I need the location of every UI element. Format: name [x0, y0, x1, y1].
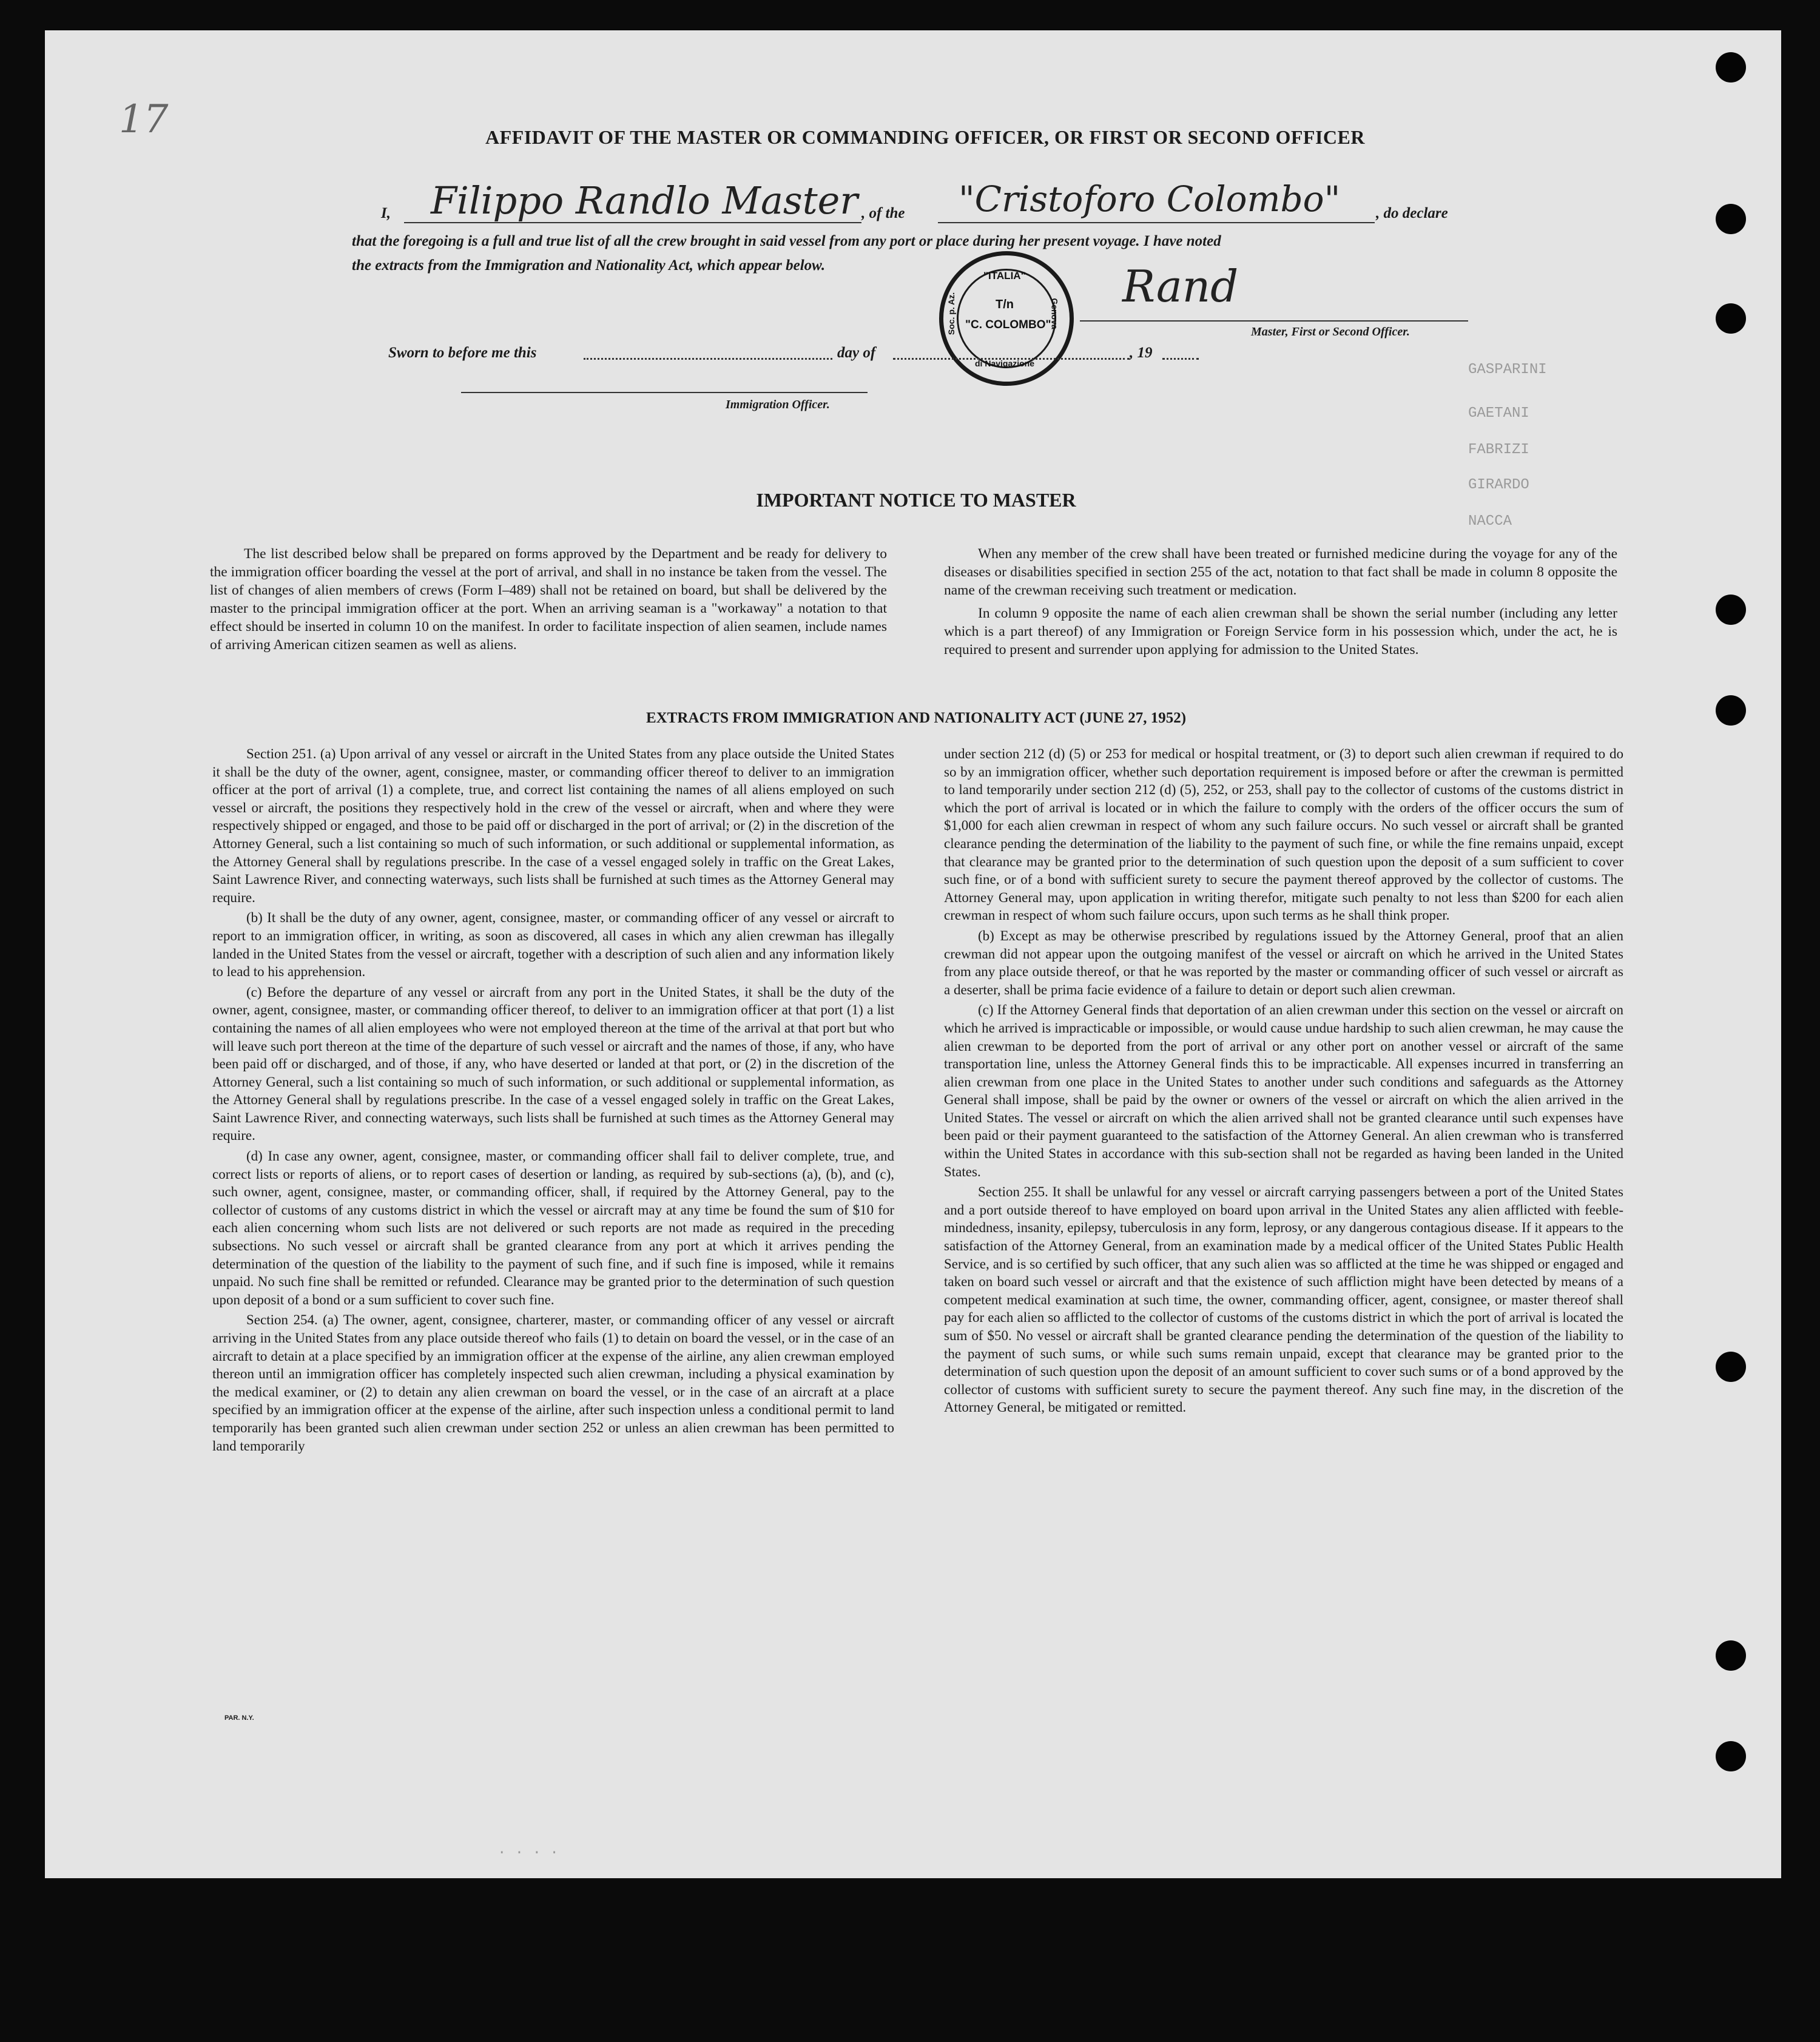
statute-paragraph: (d) In case any owner, agent, consignee, master, or commanding officer shall fail to deliver complete, true, and correct lists or reports of aliens, or to report cases of desertion or landing, as required by sub-sections (a), (b), and (c), such owner, agent, consignee, master, or commanding officer, shall, if required by the Attorney General, pay to the collector of customs of any customs district in which the vessel or aircraft may at any time be found the sum of $10 for each alien concerning whom such lists are not delivered or such reports are not made as required in the preceding subsections. No such vessel or aircraft shall be granted clearance from any port at which it arrives pending the determination of the question of the liability to the payment of such fine, and if such fine is imposed, while it remains unpaid. No such fine shall be remitted or refunded. Clearance may be granted prior to the determination of such question upon deposit of a bond or a sum sufficient to cover such fine.: [212, 1148, 894, 1307]
sworn-month-blank: [893, 358, 1130, 360]
statute-paragraph: under section 212 (d) (5) or 253 for medical or hospital treatment, or (3) to deport such alien crewman if required to do so by an immigration officer, whether such deportation requirement is imposed before or after the crewman is permitted to land temporarily under section 212 (d) (5), 252, or 253, shall pay to the collector of customs of the customs district in which the port of arrival is located or in which the failure to comply with the orders of the officer occurs the sum of $1,000 for each alien crewman in respect of whom any such failure occurs. No such vessel or aircraft shall be granted clearance pending the determination of the liability to the payment of such fine, or while the fine remains unpaid, except that clearance may be granted prior to the determination of such question upon the deposit of a sum sufficient to cover such fine, or of a bond with sufficient surety to secure the payment thereof approved by the collector of customs. The Attorney General may, upon application in writing therefor, mitigate such penalty to not less than $200 for each alien crewman in respect of whom such failure occurs, upon such terms as he shall think proper.: [944, 746, 1623, 923]
statute-paragraph: Section 254. (a) The owner, agent, consignee, charterer, master, or commanding officer of any vessel or aircraft arriving in the United States from any place outside thereof who fails (1) to detain on board the vessel, or in the case of an aircraft to detain at a place specified by an immigration officer at the expense of the airline, any alien crewman employed thereon until an immigration officer has completely inspected such alien crewman, including a physical examination by the medical examiner, or (2) to detain any alien crewman on board the vessel, or in the case of an aircraft at a place specified by an immigration officer at the expense of the airline, after such inspection unless a conditional permit to land temporarily has been granted such alien crewman under section 252 or unless an alien crewman has been permitted to land temporarily: [212, 1312, 894, 1454]
seal-center-line-2: "C. COLOMBO": [965, 318, 1051, 331]
document-title: AFFIDAVIT OF THE MASTER OR COMMANDING OFFICER, OR FIRST OR SECOND OFFICER: [485, 126, 1365, 148]
seal-center-line-1: T/n: [996, 298, 1014, 311]
bleed-through: GAETANI: [1468, 405, 1529, 422]
officer-signature-line: [461, 392, 868, 393]
notice-heading: IMPORTANT NOTICE TO MASTER: [756, 489, 1076, 511]
notice-left-column: [210, 545, 887, 656]
statute-paragraph: Section 251. (a) Upon arrival of any vessel or aircraft in the United States from any place outside the United States it shall be the duty of the owner, agent, consignee, master, or commanding officer thereof to deliver to an immigration officer at the port of arrival (1) a complete, true, and correct list containing the names of all aliens employed on such vessel or aircraft, the positions they respectively hold in the crew of the vessel or aircraft, when and where they were respectively shipped or engaged, and those to be paid off or discharged in the port of arrival; or (2) in the discretion of the Attorney General, such a list containing so much of such information, or such additional or supplemental information, as the Attorney General shall by regulations prescribe. In the case of a vessel engaged solely in traffic on the Great Lakes, Saint Lawrence River, and connecting waterways, such lists shall be furnished at such times as the Attorney General may require.: [212, 746, 894, 905]
extracts-left-column: [212, 745, 894, 1457]
punch-hole: [1716, 204, 1746, 234]
statute-paragraph: (b) It shall be the duty of any owner, agent, consignee, master, or commanding officer of any vessel or aircraft to report to an immigration officer, in writing, as soon as discovered, all cases in which any alien crewman has illegally landed in the United States from the vessel or aircraft, together with a description of such alien and any information likely to lead to his apprehension.: [212, 910, 894, 980]
of-the-label: , of the: [861, 205, 905, 221]
notice-paragraph: The list described below shall be prepared on forms approved by the Department and be ready for delivery to the immigration officer boarding the vessel at the port of arrival, and shall in no instance be taken from the vessel. The list of changes of alien members of crews (Form I–489) shall not be retained on board, but shall be delivered by the master to the principal immigration officer at the port. When an arriving seaman is a "workaway" a notation to that effect should be inserted in column 10 on the manifest. In order to facilitate inspection of alien seamen, include names of arriving American citizen seamen as well as aliens.: [210, 546, 887, 653]
notice-paragraph: When any member of the crew shall have been treated or furnished medicine during the voyage for any of the diseases or disabilities specified in section 255 of the act, notation to that fact shall be made in column 8 opposite the name of the crewman receiving such treatment or medication.: [944, 546, 1617, 598]
day-of-label: day of: [837, 345, 876, 361]
sworn-day-blank: [584, 358, 832, 360]
statute-paragraph: (b) Except as may be otherwise prescribed by regulations issued by the Attorney General, proof that an alien crewman did not appear upon the outgoing manifest of the vessel or aircraft on which he arrived in the United States from any place outside thereof, or that he was reported by the master or commanding officer of such vessel or aircraft as a deserter, shall be prima facie evidence of a failure to detain or deport such alien crewman.: [944, 928, 1623, 997]
seal-left-arc-text: Soc. p. Az.: [946, 292, 957, 335]
seal-right-arc-text: Genova: [1050, 298, 1060, 329]
bleed-through: GIRARDO: [1468, 477, 1529, 493]
punch-hole: [1716, 52, 1746, 83]
margin-page-number: 17: [119, 97, 169, 142]
bleed-through: NACCA: [1468, 513, 1512, 530]
vessel-name-handwriting: "Cristoforo Colombo": [959, 178, 1341, 220]
sworn-label: Sworn to before me this: [388, 345, 537, 361]
year-label: , 19: [1130, 345, 1153, 361]
bleed-through: . . . .: [497, 1842, 559, 1858]
vessel-underline: [938, 222, 1375, 223]
officer-caption: Immigration Officer.: [726, 398, 830, 411]
punch-hole: [1716, 695, 1746, 726]
seal-top-text: "ITALIA": [983, 270, 1026, 281]
bleed-through: GASPARINI: [1468, 362, 1547, 378]
notice-paragraph: In column 9 opposite the name of each alien crewman shall be shown the serial number (including any letter which is a part thereof) of any Immigration or Foreign Service form in his possession which, under the act, he is required to present and surrender upon applying for admission to the United States.: [944, 605, 1617, 658]
statute-paragraph: (c) Before the departure of any vessel or aircraft from any port in the United States, it shall be the duty of the owner, agent, consignee, master, or commanding officer thereof, to deliver to an immigration officer at that port (1) a list containing the names of all alien employees who were not employed thereon at the time of the arrival at that port but who will leave such port thereon at the time of the departure of such vessel or aircraft and the names of those, if any, who have been paid off or discharged, and of those, if any, who have deserted or landed at that port, or (2) in the discretion of the Attorney General, such a list containing so much of such information, or such additional or supplemental information, as the Attorney General shall by regulations prescribe. In the case of a vessel engaged solely in traffic on the Great Lakes, Saint Lawrence River, and connecting waterways, such lists shall be furnished at such times as the Attorney General may require.: [212, 984, 894, 1144]
sworn-year-blank: [1162, 358, 1199, 360]
signature-caption: Master, First or Second Officer.: [1251, 325, 1410, 339]
ship-seal-stamp: [939, 251, 1074, 386]
extracts-heading: EXTRACTS FROM IMMIGRATION AND NATIONALITY ACT (JUNE 27, 1952): [645, 710, 1187, 726]
pre-name-label: I,: [381, 205, 391, 221]
printer-mark: PAR. N.Y.: [224, 1714, 254, 1722]
punch-hole: [1716, 595, 1746, 625]
punch-hole: [1716, 1741, 1746, 1771]
statute-paragraph: (c) If the Attorney General finds that deportation of an alien crewman under this section on the vessel or aircraft on which he arrived is impracticable or impossible, or would cause undue hardship to such alien crewman, he may cause the alien crewman to be deported from the port of arrival or any other port on another vessel or aircraft of the same transportation line, unless the Attorney General finds this to be impracticable. All expenses incurred in transferring an alien crewman from one place in the United States to another under such conditions and safeguards as the Attorney General shall impose, shall be paid by the owner or owners of the vessel or aircraft on which the alien arrived in the United States. The vessel or aircraft on which the alien arrived shall not be granted clearance until such expenses have been paid or their payment guaranteed to the satisfaction of the Attorney General. An alien crewman who is transferred within the United States in accordance with this sub-section shall not be regarded as having been landed in the United States.: [944, 1002, 1623, 1179]
master-signature: Rand: [1122, 261, 1239, 312]
extracts-right-column: [944, 745, 1623, 1419]
seal-bottom-text: di Navigazione: [975, 359, 1035, 368]
notice-right-column: [944, 545, 1617, 661]
punch-hole: [1716, 1352, 1746, 1382]
bleed-through: FABRIZI: [1468, 442, 1529, 458]
master-name-handwriting: Filippo Randlo Master: [431, 178, 858, 223]
declaration-line-3: the extracts from the Immigration and Nationality Act, which appear below.: [352, 257, 826, 274]
do-declare-label: , do declare: [1376, 205, 1448, 221]
punch-hole: [1716, 1640, 1746, 1671]
punch-hole: [1716, 303, 1746, 334]
declaration-line-2: that the foregoing is a full and true list of all the crew brought in said vessel from any port or place during her present voyage. I have noted: [352, 233, 1221, 249]
signature-underline: [1080, 320, 1468, 322]
statute-paragraph: Section 255. It shall be unlawful for any vessel or aircraft carrying passengers between a port of the United States and a port outside thereof to have employed on board upon arrival in the United States any alien afflicted with feeble-mindedness, insanity, epilepsy, tuberculosis in any form, leprosy, or any dangerous contagious disease. If it appears to the satisfaction of the Attorney General, from an examination made by a medical officer of the United States Public Health Service, and is so certified by such officer, that any such alien was so afflicted at the time he was shipped or engaged and taken on board such vessel or aircraft and that the existence of such affliction might have been detected by means of a competent medical examination at such time, the owner, commanding officer, agent, consignee, or master thereof shall pay for each alien so afflicted to the collector of customs of the customs district in which the port of arrival is located the sum of $50. No vessel or aircraft shall be granted clearance pending the determination of the question of the liability to the payment of such sums, or while such sums remain unpaid, except that clearance may be granted prior to the determination of such question upon the deposit of an amount sufficient to cover such sums or of a bond approved by the collector of customs with sufficient surety to secure the payment thereof. Any such fine may, in the discretion of the Attorney General, be mitigated or remitted.: [944, 1184, 1623, 1415]
